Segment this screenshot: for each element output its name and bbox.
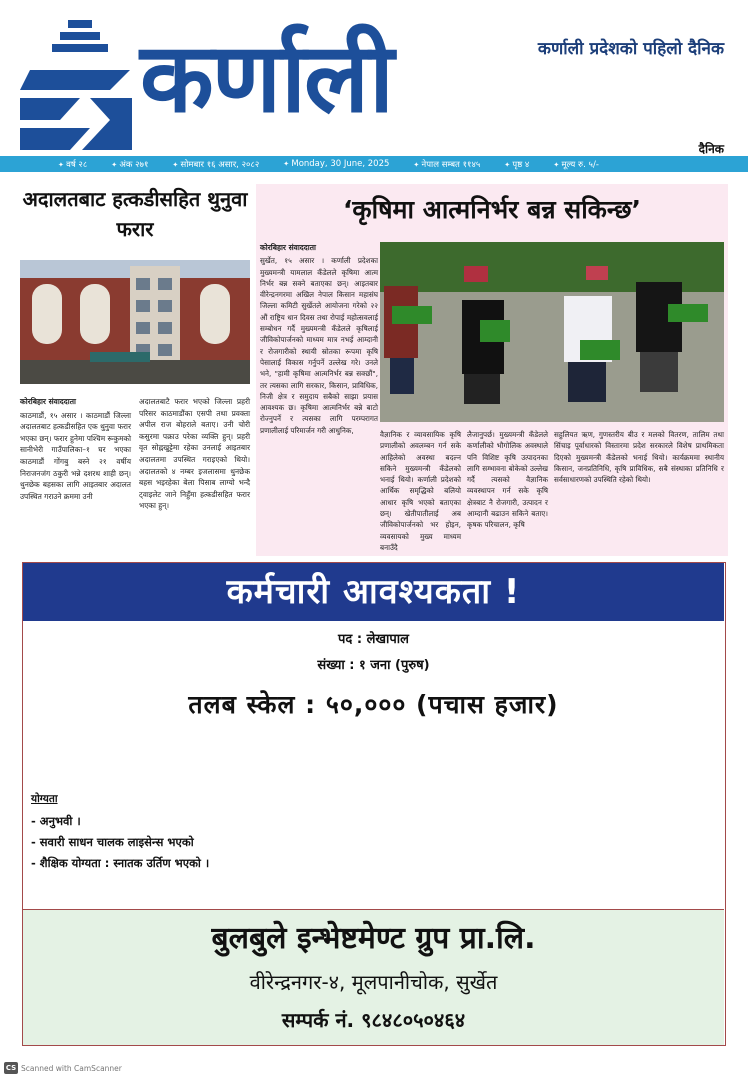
issue: ✦ अंक २७१ — [111, 159, 148, 170]
left-story — [20, 184, 250, 556]
company-contact: सम्पर्क नं. ९८४८०५०४६४ — [281, 1008, 466, 1032]
job-advertisement — [22, 562, 726, 1046]
feature-byline: कोरबिहार संवाददाता — [260, 243, 316, 252]
page-count: ✦ पृष्ठ ४ — [504, 159, 529, 170]
left-story-col-2: अदालतबाटै फरार भएको जिल्ला प्रहरी परिसर काठमाडौंका एसपी तथा प्रवक्ता अपील राज बोहराले बताए। उनी चोरी कसुरमा पक्राउ परेका व्यक्ति हुन्। प्रहरी वृत सोह्नखुट्टेमा रहेका उनलाई आइतबार अदालतमा उपस्थित गराइएको थियो। अदालतको ४ नम्बर इजलासमा थुनछेक बहस भइरहेका बेला पिसाब लाग्यो भन्दै ट्वाइलेट जाने निहुँमा हत्कडीसहित फरार भएका हुन्। — [139, 397, 250, 511]
left-story-byline: कोरबिहार संवाददाता — [20, 397, 76, 406]
nepali-date: ✦ सोमबार १६ असार, २०८२ — [172, 159, 259, 170]
qualification-title: योग्यता — [31, 793, 58, 805]
qualification-item: - सवारी साधन चालक लाइसेन्स भएको — [31, 832, 209, 853]
camscanner-icon: CS — [5, 1064, 17, 1072]
ad-footer — [23, 909, 724, 1045]
english-date: ✦ Monday, 30 June, 2025 — [283, 159, 389, 169]
left-story-headline: अदालतबाट हत्कडीसहित थुनुवा फरार — [22, 187, 248, 241]
feature-body — [380, 429, 724, 553]
ad-salary: तलब स्केल : ५०,००० (पचास हजार) — [188, 690, 559, 719]
feature-col-2: लैजानुपर्छ। मुख्यमन्त्री कँडेलले कर्णालीको भौगोलिक अवस्थाले पनि विशिष्ट कृषि उत्पादनका लागि सम्भावना बोकेको उल्लेख गर्दै त्यसको वैज्ञानिक व्यवस्थापन गर्न सके कृषि क्षेत्रबाट नै रोजगारी, उत्पादन र आम्दानी बढाउन सकिने बताए। कृषक परिचालन, कृषि — [467, 430, 548, 530]
info-bar — [0, 156, 748, 172]
company-address: वीरेन्द्रनगर-४, मूलपानीचोक, सुर्खेत — [249, 970, 498, 994]
court-building-photo — [20, 260, 250, 384]
feature-headline: ‘कृषिमा आत्मनिर्भर बन्न सकिन्छ’ — [342, 195, 642, 224]
feature-col-1: वैज्ञानिक र व्यावसायिक कृषि प्रणालीको अवलम्बन गर्न सके आहिलेको अवस्था बदल्न सकिने मुख्यमन्त्री कँडेलको भनाई थियो। कर्णाली प्रदेशको आर्थिक समृद्धिको बलियो आधार कृषि भएको बताएका छन्। खेतीपातीलाई अब जीविकोपार्जनको भर होइन, व्यवसायको मुख्य माध्यम बनाउँदै — [380, 430, 461, 552]
qualification-item: - अनुभवी । — [31, 811, 209, 832]
left-story-body — [20, 396, 250, 512]
feature-story — [256, 184, 728, 556]
left-story-col-1: कोरबिहार संवाददाता काठमाडौं, १५ असार । काठमाडौं जिल्ला अदालतबाट हत्कडीसहित एक थुनुवा फरार भएका छन्। फरार हुनेमा पश्चिम रूकुमको सानीभेरी गाउँपालिका–१ घर भएका काठमाडौं गोंगबु बस्ने २१ वर्षीय निराजनजंग ठकुरी भन्ने दशरथ शाही छन्। थुनछेक बहसका लागि आइतबार अदालत उपस्थित गराउने क्रममा उनी — [20, 397, 131, 501]
tagline: कर्णाली प्रदेशको पहिलो दैनिक — [537, 39, 724, 59]
price: ✦ मूल्य रु. ५/- — [553, 159, 599, 170]
rice-planting-photo — [380, 242, 724, 422]
scanner-label: Scanned with CamScanner — [21, 1063, 122, 1073]
ad-banner: कर्मचारी आवश्यकता ! — [23, 563, 724, 621]
qualification-list — [31, 811, 209, 874]
stupa-logo-icon — [20, 20, 140, 152]
newspaper-brand: कर्णाली — [140, 22, 392, 134]
qualification-item: - शैक्षिक योग्यता : स्नातक उर्तिण भएको । — [31, 853, 209, 874]
volume: ✦ वर्ष २८ — [58, 159, 87, 170]
daily-label: दैनिक — [698, 142, 724, 156]
feature-intro: कोरबिहार संवाददाता सुर्खेत, १५ असार । कर्णाली प्रदेशका मुख्यमन्त्री यामलाल कँडेलले कृषिमा आत्म निर्भर बन्न सक्ने बताएका छन्। आइतबार वीरेन्द्रनगरमा अखिल नेपाल किसान महासंघ जिल्ला कमिटी सुर्खेतले आयोजना गरेको २२ औं राष्ट्रिय धान दिवस तथा रोपाई महोत्सवलाई सम्बोधन गर्दै मुख्यमन्त्री कँडेलले कृषिलाई जीविकोपार्जनको माध्यम मात्र नभई आम्दानी र रोजगारीको स्थायी स्रोतका रूपमा कृषि पेसालाई विकास गर्नुपर्ने उल्लेख गरे। उनले भने, "हामी कृषिमा आत्मनिर्भर बन्न सक्छौं", तर त्यसका लागि सरकार, किसान, प्राविधिक, निजी क्षेत्र र समुदाय सबैको साझा प्रयास आवश्यक छ। कृषिमा आत्मनिर्भर बन्ने बाटो रोज्नुपर्ने र त्यसका लागि परम्परागत प्रणालीलाई परिमार्जन गरी आधुनिक, — [260, 243, 378, 435]
company-name: बुलबुले इन्भेष्टमेण्ट ग्रुप प्रा.लि. — [211, 921, 536, 956]
nepal-sambat: ✦ नेपाल सम्बत ११४५ — [413, 159, 480, 170]
ad-vacancy-count: संख्या : १ जना (पुरुष) — [317, 658, 430, 673]
masthead — [0, 0, 748, 156]
ad-position: पद : लेखापाल — [338, 632, 409, 647]
feature-col-3: सहुलियत ऋण, गुणस्तरीय बीउ र मलको वितरण, तालिम तथा सिंचाइ पूर्वाधारको विस्तारमा प्रदेश सरकारले विशेष प्राथमिकता दिएको मुख्यमन्त्री कँडेलको भनाई थियो। कार्यक्रममा स्थानीय किसान, जनप्रतिनिधि, कृषि प्राविधिक, सबै संस्थाका प्रतिनिधि र सर्वसाधारणको उपस्थिति रहेको थियो। — [554, 430, 724, 485]
scanner-watermark — [4, 1062, 122, 1074]
